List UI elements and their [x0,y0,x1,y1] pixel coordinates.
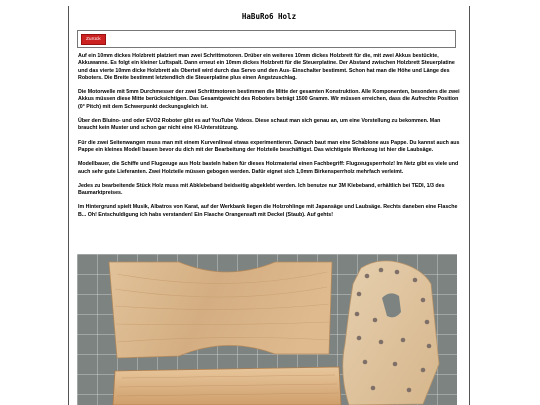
paragraph-side-panels: Für die zwei Seitenwangen muss man mit einem Kurvenlineal etwas experimentieren. Danach baut man eine Schablone aus Pappe. Du kannst auch aus Pappe ein kleines Modell bauen bevor du dich mit der Bearbeitung der Holzteile beschäftigst. Das wichtigste Werkzeug ist hier die Laubsäge. [78,139,460,153]
curved-wood-plank [109,262,332,358]
paragraph-videos: Über den Bluino- und oder EVO2 Roboter gibt es auf YouTube Videos. Diese schaut man sich genau an, um eine Vorstellung zu bekommen. Man braucht kein Muster und schon gar nicht eine KI-Unterstützung. [78,118,441,132]
paragraph-music: Im Hintergrund spielt Musik, Albatros von Karat, auf der Werkbank liegen die Holzrohlinge mit Japansäge und Laubsäge. Rechts daneben eine Flasche B... Oh! Entschuldigung ich habs verstanden! Ein Flasche Orangensaft mit Deckel (Staub). Auf gehts! [78,204,458,218]
paragraph-plywood: Modellbauer, die Schiffe und Flugzeuge aus Holz basteln haben für dieses Holzmaterial einen Fachbegriff: Flugzeugsperrholz! Im Netz gibt es viele und auch sehr gute Lieferanten. Zwei Holzteile müssen gebogen werden. Dafür eignet sich 1,0mm Birkensperrholz mehrfach verleimt. [78,161,459,175]
nav-bar [77,30,456,48]
wood-parts-illustration [77,254,457,405]
back-button[interactable]: Zurück [81,34,106,45]
article-body [78,53,460,226]
page-title: HaBuRo6 Holz [241,12,297,21]
flat-wood-plank [113,367,341,405]
paragraph-construction: Auf ein 10mm dickes Holzbrett platziert man zwei Schrittmotoren. Drüber ein weiteres 10mm dickes Holzbrett für die, mit zwei Akkus bestückte, Akkuwanne. Es folgt ein kleiner Luftspalt. Dann erneut ein 10mm dickes Holzbrett für die Steuerplatine. Der Abstand zwischen Holzbrett Steuerplatine und das vierte 10mm dicke Holzbrett als Oberteil wird durch das Servo und den Aus- Einschalter bestimmt. Schon hat man die Höhe und Länge des Roboters. Die Breite bestimmt letztendlich die Steuerplatine plus einen Angstzuschlag. [78,53,455,81]
side-panel-with-holes [343,261,439,405]
paragraph-motor-shaft: Die Motorwelle mit 5mm Durchmesser der zwei Schrittmotoren bestimmen die Mitte der gesamten Konstruktion. Alle Komponenten, besonders die zwei Akkus müssen diese Mitte berücksichtigen. Das Gesamtgewicht des Roboters beträgt 1500 Gramm. Wir müssen erreichen, dass die Aufrechte Position (0° Pitch) mit dem Schwerpunkt deckungsgleich ist. [78,89,460,110]
wood-parts-photo [77,254,457,405]
page-container [68,6,470,405]
paragraph-tape: Jedes zu bearbeitende Stück Holz muss mit Abklebeband beidseitig abgeklebt werden. Ich benutze nur 3M Klebeband, erhältlich bei TEDI, 1/3 des Baumarktpreises. [78,182,445,197]
